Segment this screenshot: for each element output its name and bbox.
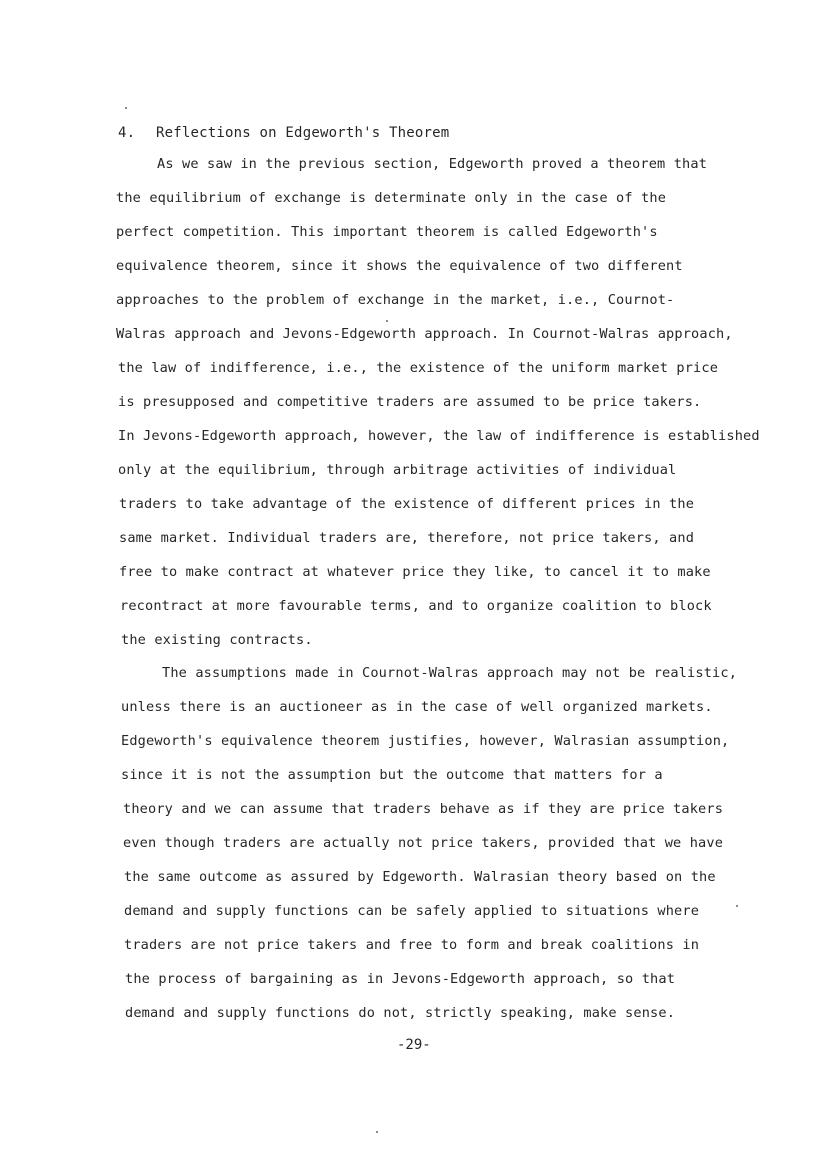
scan-speck	[125, 107, 127, 109]
text-line: the law of indifference, i.e., the existence of the uniform market price	[118, 360, 719, 376]
text-line: even though traders are actually not price takers, provided that we have	[123, 835, 724, 851]
text-line: demand and supply functions can be safely applied to situations where	[124, 903, 700, 919]
page-number: -29-	[397, 1037, 431, 1053]
text-line: unless there is an auctioneer as in the case of well organized markets.	[121, 699, 713, 715]
text-line: theory and we can assume that traders behave as if they are price takers	[123, 801, 724, 817]
text-line: Edgeworth's equivalence theorem justifies, however, Walrasian assumption,	[121, 733, 730, 749]
text-line: equivalence theorem, since it shows the equivalence of two different	[116, 258, 683, 274]
text-line: In Jevons-Edgeworth approach, however, the law of indifference is established	[118, 428, 760, 444]
text-line: demand and supply functions do not, strictly speaking, make sense.	[125, 1005, 676, 1021]
text-line: the process of bargaining as in Jevons-Edgeworth approach, so that	[125, 971, 676, 987]
section-number: 4.	[118, 125, 136, 141]
text-line: free to make contract at whatever price they like, to cancel it to make	[119, 564, 711, 580]
text-line: approaches to the problem of exchange in the market, i.e., Cournot-	[116, 292, 675, 308]
text-line: the same outcome as assured by Edgeworth. Walrasian theory based on the	[124, 869, 716, 885]
text-line: since it is not the assumption but the outcome that matters for a	[121, 767, 663, 783]
text-line: traders to take advantage of the existence of different prices in the	[119, 496, 695, 512]
text-line: As we saw in the previous section, Edgeworth proved a theorem that	[157, 156, 708, 172]
text-line: only at the equilibrium, through arbitrage activities of individual	[118, 462, 677, 478]
section-title: Reflections on Edgeworth's Theorem	[156, 125, 450, 141]
text-line: recontract at more favourable terms, and to organize coalition to block	[120, 598, 712, 614]
text-line: the equilibrium of exchange is determinate only in the case of the	[116, 190, 667, 206]
text-line: Walras approach and Jevons-Edgeworth approach. In Cournot-Walras approach,	[116, 326, 733, 342]
scan-speck	[736, 905, 738, 907]
text-line: the existing contracts.	[121, 632, 313, 648]
text-line: same market. Individual traders are, therefore, not price takers, and	[119, 530, 695, 546]
text-line: is presupposed and competitive traders are assumed to be price takers.	[118, 394, 702, 410]
text-line: traders are not price takers and free to form and break coalitions in	[124, 937, 700, 953]
text-line: The assumptions made in Cournot-Walras approach may not be realistic,	[162, 665, 738, 681]
section-heading	[118, 125, 449, 141]
scan-speck	[376, 1131, 378, 1133]
scan-speck	[386, 320, 388, 322]
text-line: perfect competition. This important theorem is called Edgeworth's	[116, 224, 658, 240]
